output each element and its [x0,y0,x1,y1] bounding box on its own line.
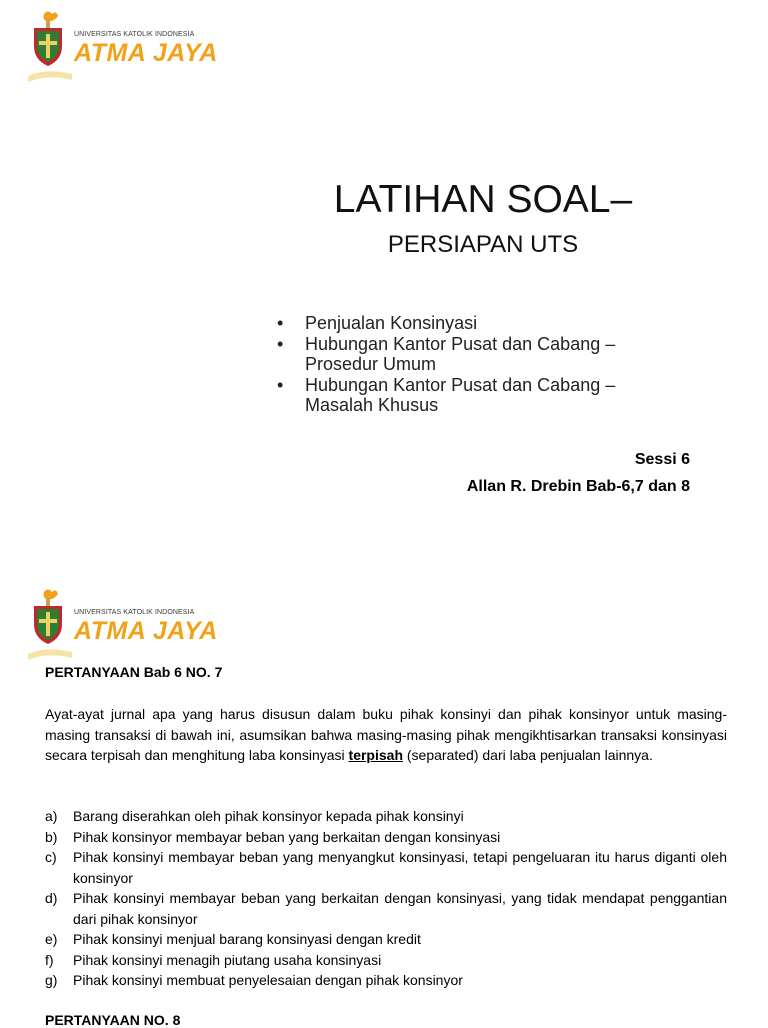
item-text: Pihak konsinyor membayar beban yang berkaitan dengan konsinyasi [73,828,501,845]
item-label: e) [45,931,58,947]
intro-text: Ayat-ayat jurnal apa yang harus disusun dalam buku pihak konsinyi dan pihak konsinyor untuk masing-masing transaksi di bawah ini, asumsikan bahwa masing-masing pihak mengikhtisarkan transaksi konsinyasi secara terpisah dan menghitung laba konsinyasi [45,706,727,763]
transaction-item [45,929,727,950]
item-label: g) [45,972,58,988]
item-text: Barang diserahkan oleh pihak konsinyor kepada pihak konsinyi [73,808,464,824]
item-label: a) [45,808,58,824]
slide-title: LATIHAN SOAL– [333,178,633,221]
item-label: b) [45,828,58,845]
university-crest-icon [26,588,74,660]
item-text: Pihak konsinyi membayar beban yang berkaitan dengan konsinyasi, yang tidak mendapat penggantian dari pihak konsinyor [73,890,727,927]
item-label: f) [45,951,54,968]
slide-subtitle: PERSIAPAN UTS [387,231,579,258]
logo-university-text: UNIVERSITAS KATOLIK INDONESIA [74,31,195,38]
topic-item: • Hubungan Kantor Pusat dan Cabang – Prosedur Umum [277,334,657,374]
question-heading: PERTANYAAN Bab 6 NO. 7 [45,664,223,680]
transaction-item [45,827,727,848]
topic-list [277,313,657,416]
item-label: c) [45,849,57,865]
logo-name-text: ATMA JAYA [74,39,218,67]
item-text: Pihak konsinyi membuat penyelesaian dengan pihak konsinyor [73,972,463,988]
item-label: d) [45,890,58,906]
logo-university-text: UNIVERSITAS KATOLIK INDONESIA [74,609,195,616]
session-label: Sessi 6 [634,451,690,468]
intro-emphasis: terpisah [348,747,403,763]
intro-text: (separated) dari laba penjualan lainnya. [403,747,653,763]
transaction-item [45,806,727,827]
transaction-item [45,950,727,971]
atma-jaya-logo [26,588,226,660]
question-slide [0,576,768,1028]
transaction-item [45,847,727,888]
logo-name-text: ATMA JAYA [74,617,218,645]
transaction-list [45,806,727,991]
topic-item: • Penjualan Konsinyasi [277,313,657,333]
item-text: Pihak konsinyi menagih piutang usaha konsinyasi [73,951,382,968]
item-text: Pihak konsinyi membayar beban yang menyangkut konsinyasi, tetapi pengeluaran itu harus diganti oleh konsinyor [73,849,727,886]
transaction-item [45,888,727,929]
next-question-heading: PERTANYAAN NO. 8 [45,1012,181,1028]
university-crest-icon [26,10,74,82]
transaction-item [45,970,727,991]
reference-label: Allan R. Drebin Bab-6,7 dan 8 [466,478,690,495]
question-intro [45,704,727,766]
atma-jaya-logo [26,10,226,82]
topic-item: • Hubungan Kantor Pusat dan Cabang – Masalah Khusus [277,375,657,415]
item-text: Pihak konsinyi menjual barang konsinyasi dengan kredit [73,931,421,947]
